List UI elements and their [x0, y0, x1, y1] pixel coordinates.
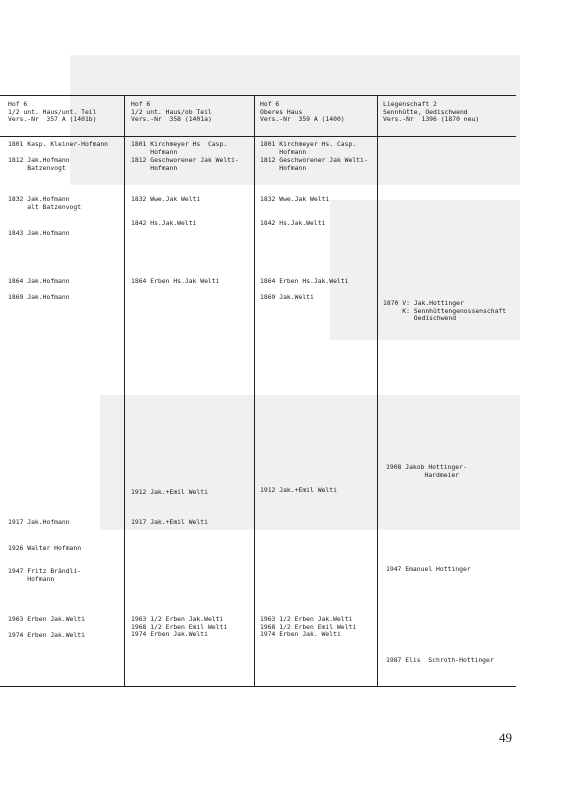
ownership-table — [0, 95, 516, 687]
entry-1917: 1917 Jak.Hofmann — [8, 518, 70, 526]
entry-1917: 1917 Jak.+Emil Welti — [131, 518, 208, 526]
entry-1926: 1926 Walter Hofmann — [8, 544, 82, 552]
entry-1832: 1832 Wwe.Jak Welti — [131, 195, 201, 203]
entry-1812: 1812 Geschworener Jak Welti- Hofmann — [131, 156, 239, 172]
entry-1812: 1812 Jak.Hofmann Batzenvogt — [8, 156, 70, 172]
entry-1801: 1801 Kirchmeyer Hs. Casp. Hofmann — [260, 140, 357, 156]
entry-1842: 1842 Hs.Jak.Welti — [131, 219, 197, 227]
column-header: Liegenschaft 2 Sennhütte, Oedischwend Vers.-Nr 1396 (1870 neu) — [383, 100, 480, 124]
entry-1843: 1843 Jak.Hofmann — [8, 229, 70, 237]
entry-1832: 1832 Wwe.Jak Welti — [260, 195, 330, 203]
entry-1963-1974: 1963 1/2 Erben Jak.Welti 1968 1/2 Erben Emil Welti 1974 Erben Jak. Welti — [260, 615, 357, 639]
entry-1864: 1864 Erben Hs.Jak.Welti — [260, 277, 349, 285]
entry-1947: 1947 Emanuel Hottinger — [386, 565, 471, 573]
entry-1987: 1987 Elis Schroth-Hottinger — [386, 656, 494, 664]
entry-1974: 1974 Erben Jak.Welti — [8, 631, 85, 639]
entry-1870: 1870 V: Jak.Hottinger K: Sennhüttengenossenschaft Oedischwend — [383, 299, 507, 323]
entry-1869: 1869 Jak.Welti — [260, 293, 314, 301]
entry-1801: 1801 Kasp. Kleiner-Hofmann — [8, 140, 109, 148]
entry-1864: 1864 Erben Hs.Jak Welti — [131, 277, 220, 285]
column-hof6-unteres-haus-oberer-teil — [125, 96, 254, 686]
entry-1963: 1963 Erben Jak.Welti — [8, 615, 85, 623]
column-hof6-oberes-haus — [255, 96, 377, 686]
entry-1963-1974: 1963 1/2 Erben Jak.Welti 1968 1/2 Erben Emil Welti 1974 Erben Jak.Welti — [131, 615, 228, 639]
entry-1869: 1869 Jak.Hofmann — [8, 293, 70, 301]
column-header: Hof 6 1/2 unt. Haus/unt. Teil Vers.-Nr 357 A (1401b) — [8, 100, 97, 124]
entry-1912: 1912 Jak.+Emil Welti — [260, 486, 337, 494]
column-header: Hof 6 Oberes Haus Vers.-Nr 359 A (1400) — [260, 100, 345, 124]
entry-1864: 1864 Jak.Hofmann — [8, 277, 70, 285]
entry-1842: 1842 Hs.Jak.Welti — [260, 219, 326, 227]
page-number: 49 — [499, 730, 512, 745]
entry-1908: 1908 Jakob Hottinger- Hardmeier — [386, 463, 467, 479]
column-liegenschaft2-sennhuette — [378, 96, 516, 686]
entry-1947: 1947 Fritz Brändli- Hofmann — [8, 567, 82, 583]
entry-1832: 1832 Jak.Hofmann alt Batzenvogt — [8, 195, 82, 211]
column-header: Hof 6 1/2 unt. Haus/ob Teil Vers.-Nr 358 (1401a) — [131, 100, 212, 124]
entry-1801: 1801 Kirchmeyer Hs Casp. Hofmann — [131, 140, 228, 156]
entry-1912: 1912 Jak.+Emil Welti — [131, 488, 208, 496]
column-hof6-unteres-haus-unterer-teil — [0, 96, 124, 686]
entry-1812: 1812 Geschworener Jak Welti- Hofmann — [260, 156, 368, 172]
